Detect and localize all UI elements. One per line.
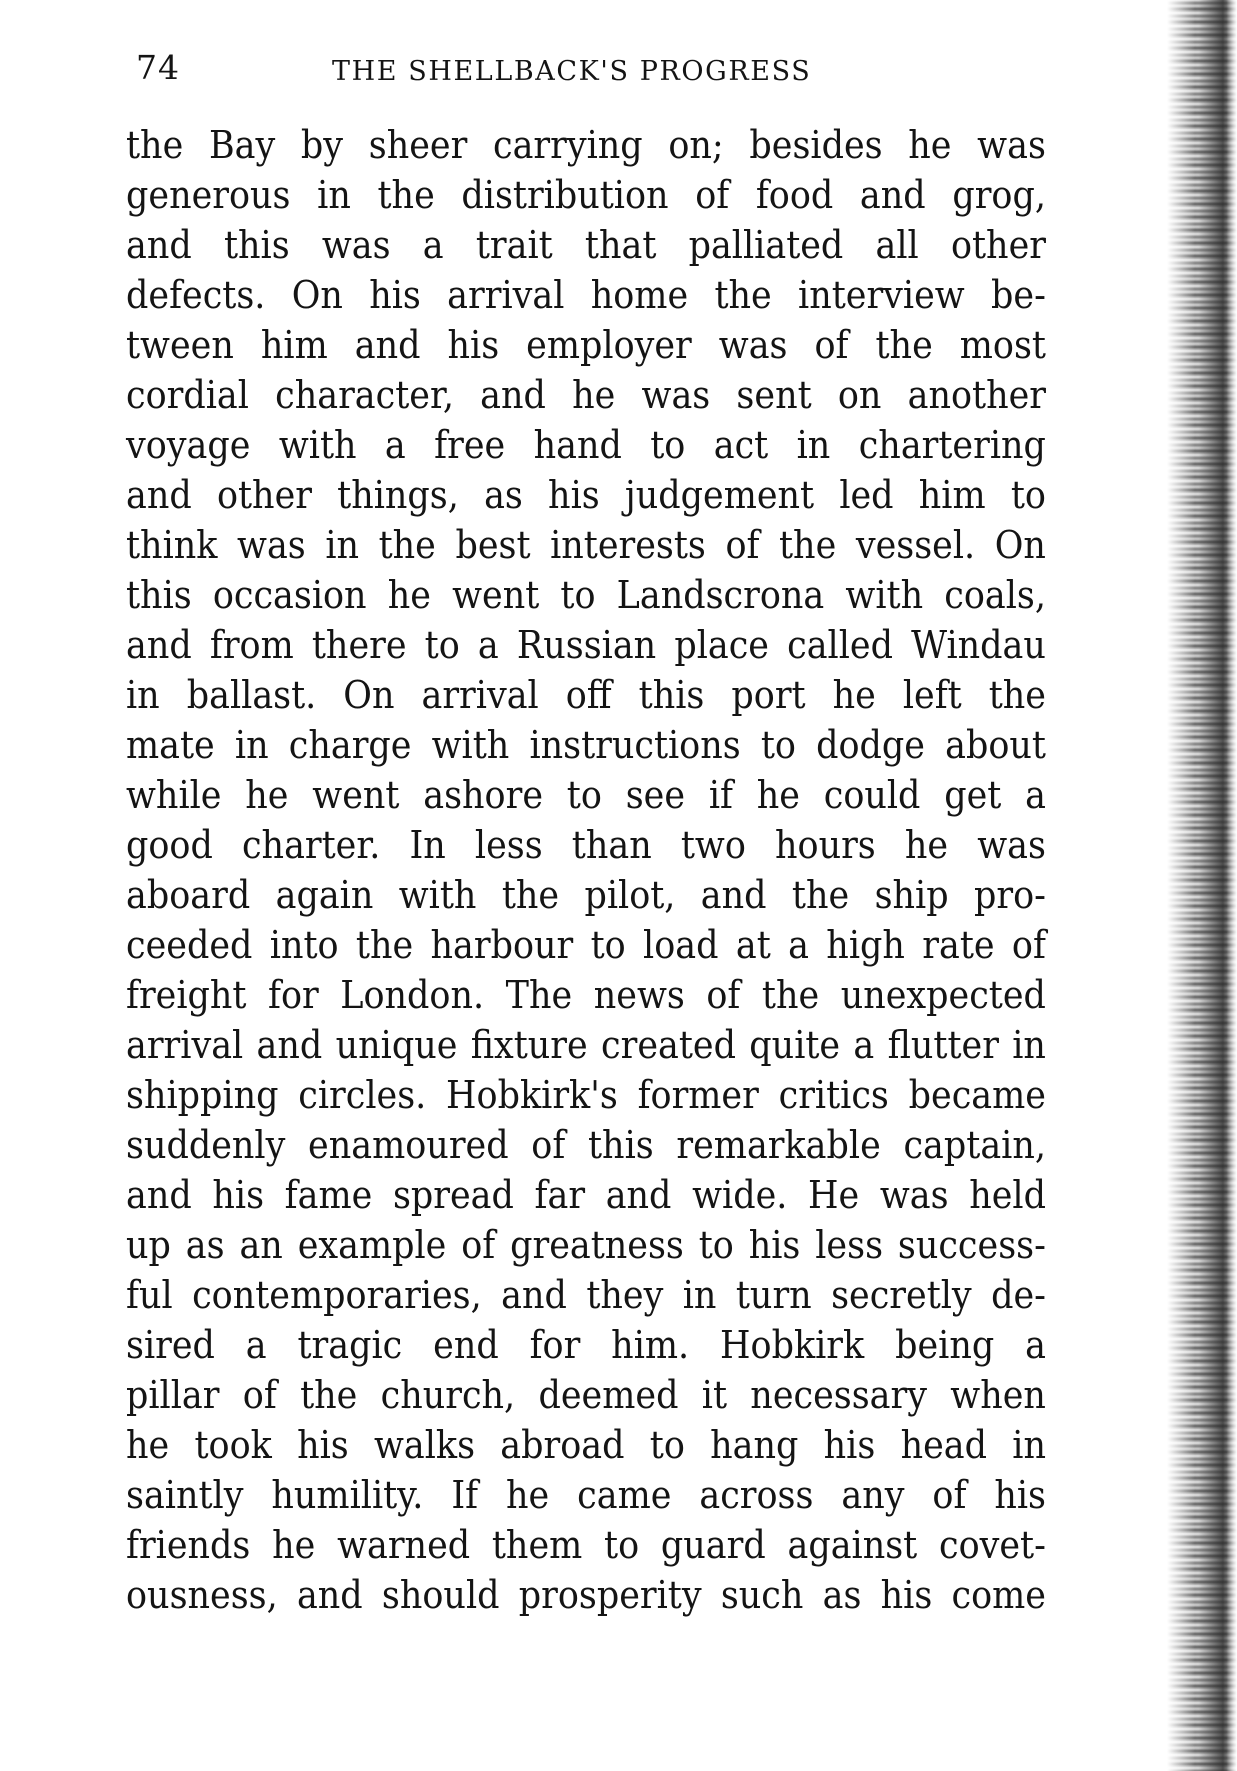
text-line: shipping circles. Hobkirk's former critics became — [126, 1073, 1046, 1117]
text-line: voyage with a free hand to act in chartering — [126, 423, 1046, 467]
text-line: suddenly enamoured of this remarkable captain, — [126, 1123, 1046, 1167]
text-line: sired a tragic end for him. Hobkirk being a — [126, 1323, 1046, 1367]
text-line: generous in the distribution of food and grog, — [126, 173, 1046, 217]
running-title: THE SHELLBACK'S PROGRESS — [332, 56, 812, 87]
text-line: friends he warned them to guard against covet- — [126, 1523, 1046, 1567]
text-line: mate in charge with instructions to dodge about — [126, 723, 1046, 767]
page-edge-fade — [1167, 0, 1237, 1771]
text-line: arrival and unique fixture created quite a flutter in — [126, 1023, 1046, 1067]
text-line: cordial character, and he was sent on another — [126, 373, 1046, 417]
text-line: pillar of the church, deemed it necessary when — [126, 1373, 1046, 1417]
text-line: ousness, and should prosperity such as his come — [126, 1573, 1046, 1617]
text-line: in ballast. On arrival off this port he left the — [126, 673, 1046, 717]
page-header — [136, 48, 906, 98]
text-line: aboard again with the pilot, and the ship pro- — [126, 873, 1046, 917]
text-line: this occasion he went to Landscrona with coals, — [126, 573, 1046, 617]
text-line: think was in the best interests of the vessel. On — [126, 523, 1046, 567]
text-line: while he went ashore to see if he could get a — [126, 773, 1046, 817]
text-line: he took his walks abroad to hang his head in — [126, 1423, 1046, 1467]
text-line: and this was a trait that palliated all other — [126, 223, 1046, 267]
body-text — [126, 120, 1086, 1620]
page-number: 74 — [136, 48, 180, 87]
text-line: and his fame spread far and wide. He was held — [126, 1173, 1046, 1217]
text-line: ful contemporaries, and they in turn secretly de- — [126, 1273, 1046, 1317]
text-line: and other things, as his judgement led him to — [126, 473, 1046, 517]
text-line: and from there to a Russian place called Windau — [126, 623, 1046, 667]
text-line: up as an example of greatness to his less success- — [126, 1223, 1046, 1267]
text-line: tween him and his employer was of the most — [126, 323, 1046, 367]
text-line: freight for London. The news of the unexpected — [126, 973, 1046, 1017]
text-line: good charter. In less than two hours he was — [126, 823, 1046, 867]
text-line: ceeded into the harbour to load at a high rate of — [126, 923, 1046, 967]
text-line: the Bay by sheer carrying on; besides he was — [126, 123, 1046, 167]
text-line: defects. On his arrival home the interview be- — [126, 273, 1046, 317]
text-line: saintly humility. If he came across any of his — [126, 1473, 1046, 1517]
